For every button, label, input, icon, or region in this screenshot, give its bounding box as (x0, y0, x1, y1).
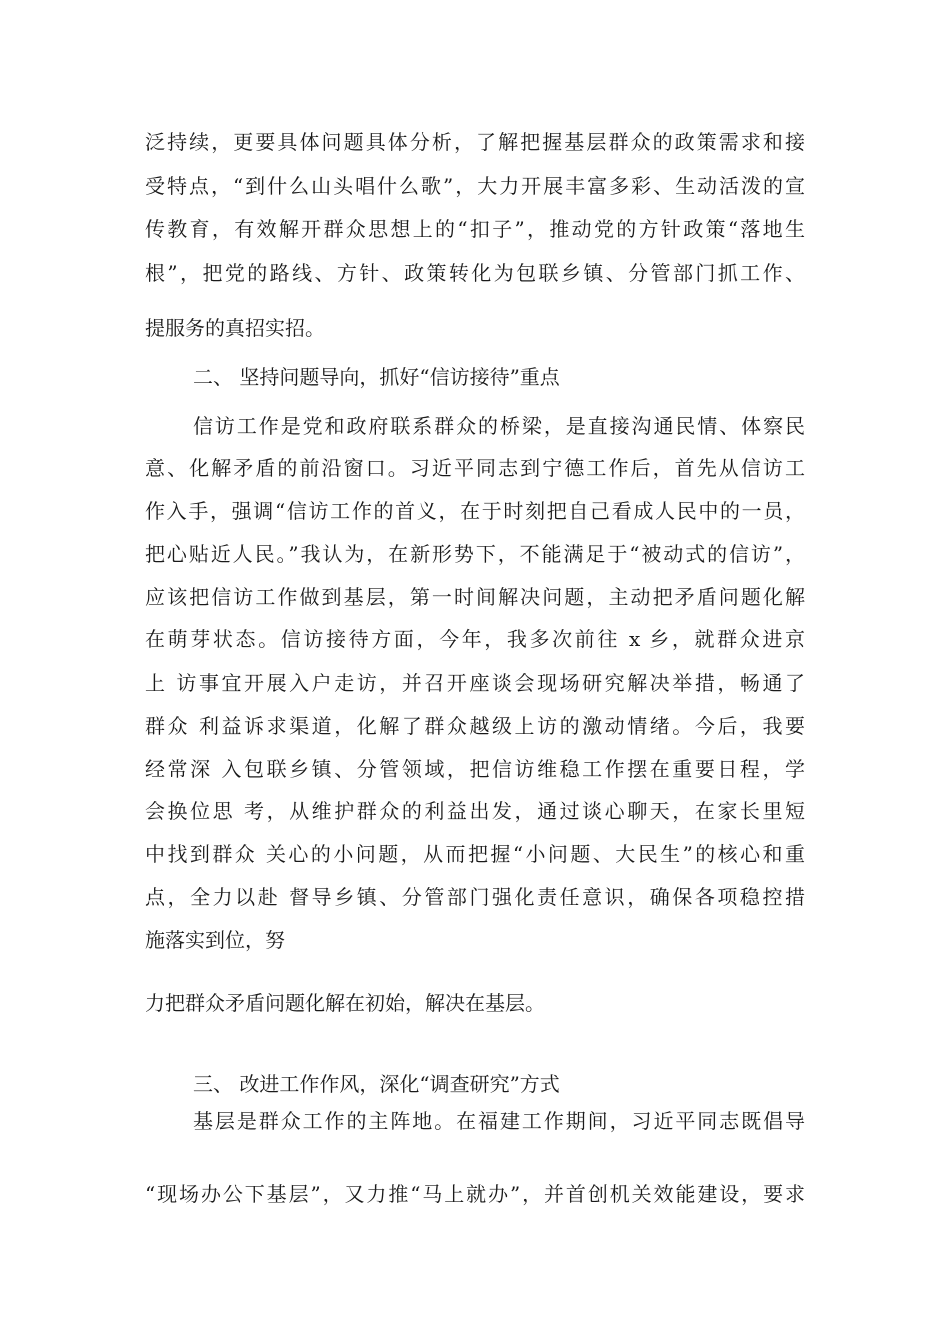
text-line: 受特点，“到什么山头唱什么歌”，大力开展丰富多彩、生动活泼的宣 (145, 174, 805, 198)
text-line: 力把群众矛盾问题化解在初始，解决在基层。 (145, 991, 545, 1015)
text-line: “现场办公下基层”，又力推“马上就办”，并首创机关效能建设，要求 (145, 1182, 805, 1206)
text-line: 经常深 入包联乡镇、分管领域，把信访维稳工作摆在重要日程，学 (145, 757, 805, 781)
text-line: 提服务的真招实招。 (145, 316, 325, 340)
section-heading-3: 三、 改进工作作风，深化“调查研究”方式 (193, 1072, 560, 1096)
text-line: 传教育，有效解开群众思想上的“扣子”，推动党的方针政策“落地生 (145, 217, 805, 241)
text-line: 中找到群众 关心的小问题，从而把握“小问题、大民生”的核心和重 (145, 842, 805, 866)
text-line: 泛持续，更要具体问题具体分析，了解把握基层群众的政策需求和接 (145, 130, 805, 154)
text-line: 上 访事宜开展入户走访，并召开座谈会现场研究解决举措，畅通了 (145, 671, 805, 695)
text-line: 会换位思 考，从维护群众的利益出发，通过谈心聊天，在家长里短 (145, 799, 805, 823)
text-line: 作入手，强调“信访工作的首义，在于时刻把自己看成人民中的一员， (145, 499, 805, 523)
section-heading-2: 二、 坚持问题导向，抓好“信访接待”重点 (193, 365, 560, 389)
text-line: 在萌芽状态。信访接待方面，今年，我多次前往 x 乡，就群众进京 (145, 627, 805, 651)
text-line: 施落实到位，努 (145, 928, 285, 952)
text-line: 群众 利益诉求渠道，化解了群众越级上访的激动情绪。今后，我要 (145, 714, 805, 738)
text-line: 应该把信访工作做到基层，第一时间解决问题，主动把矛盾问题化解 (145, 585, 805, 609)
text-line: 把心贴近人民。”我认为，在新形势下，不能满足于“被动式的信访”， (145, 542, 805, 566)
text-line: 根”，把党的路线、方针、政策转化为包联乡镇、分管部门抓工作、 (145, 261, 805, 285)
text-line: 意、化解矛盾的前沿窗口。习近平同志到宁德工作后，首先从信访工 (145, 456, 805, 480)
text-line: 基层是群众工作的主阵地。在福建工作期间，习近平同志既倡导 (193, 1109, 805, 1133)
text-line: 信访工作是党和政府联系群众的桥梁，是直接沟通民情、体察民 (193, 414, 805, 438)
text-line: 点，全力以赴 督导乡镇、分管部门强化责任意识，确保各项稳控措 (145, 885, 805, 909)
